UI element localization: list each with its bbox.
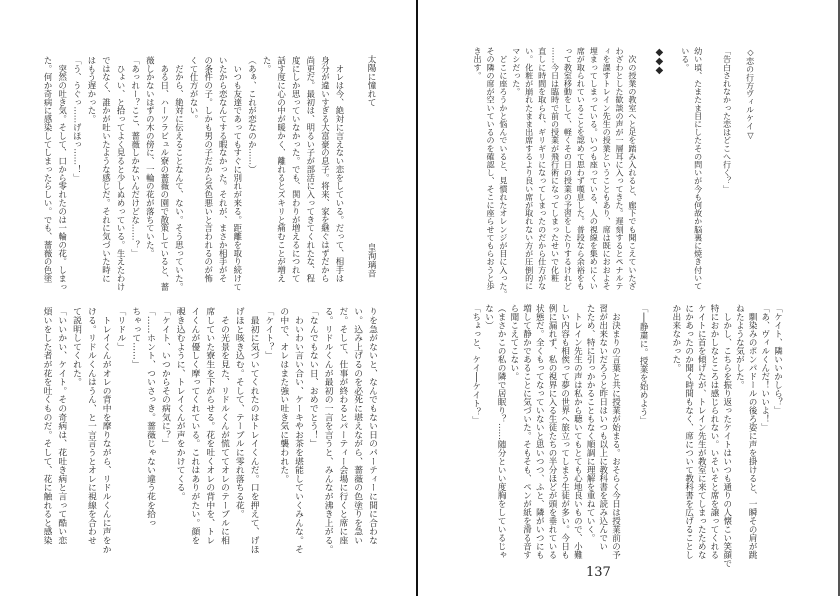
text-line: わいわい言い合い、ケーキやお茶を堪能していくみんな。そ (293, 307, 304, 554)
text-line: 「……ホント、ついさっき。薔薇じゃない違う花を拾っ (145, 307, 156, 527)
text-line: 幼い頃、たまたま目にしたその問いが今も何故か脳裏に焼き付いて (693, 47, 704, 290)
text-line: 席が取られていることを認めて思わず嘆息した。普段なら余裕をも (576, 47, 587, 290)
text-line: げほと咳き込む。そして、テーブルに零れ落ちる花。 (233, 307, 244, 519)
text-line: 状態だ。全くもってなっていないと思いつつ、ふと、隣がいつにも (534, 304, 545, 559)
text-line: しかし、こちらを振り返ったケイトはいつも通りの人懐こい笑顔で (721, 304, 732, 568)
left-page-upper-tier (41, 56, 347, 291)
text-line: 身分が違いすぎる大富豪の息子。将来、家を継ぐはずだから (320, 56, 331, 283)
text-line: 直しに時間を取られ、ギリギリになってしまったのだから仕方がな (537, 47, 548, 290)
text-line: た。何か奇病に感染してしまったらしい。でも、薔薇の色塗 (43, 56, 54, 283)
text-line: 「あっれー？ここ、薔薇しかないんだけどな……？」 (130, 56, 141, 258)
text-line: い。化粧が崩れたまま出席するより良い席が取れない方が圧倒的に (524, 47, 535, 290)
text-line: どこに座ろうかと悩んでいると、見慣れたオレンジが目に入った。 (498, 47, 509, 299)
text-line: 「ケイト、隣いいかしら？」 (772, 304, 783, 415)
right-page-upper-tier (471, 47, 756, 298)
text-line: 「ケイト、いつからその病気に？」 (159, 307, 170, 448)
story-author: 皇洵璃音 (366, 243, 376, 278)
text-line: 最初に気づいてくれたのはトレイくんだ。口を押えて、げほ (248, 307, 259, 554)
text-line: 度にしか思っていなかった。でも、関わりが増えるにつれて (291, 56, 302, 283)
text-line: 例に漏れず、私の視界に入る生徒たちの半分ほどが頭を垂れている (546, 304, 557, 559)
text-line: だ。そして、仕事が終わるとパーティー会場に行くと席に座 (337, 307, 348, 545)
text-line: ねたような気がした。 (734, 304, 745, 389)
page-number: 137 (586, 565, 611, 580)
text-line: 馴染みのポンパドールの後ろ姿に声を掛けると、一瞬その肩が跳 (747, 304, 758, 559)
story-title: 太陽に憧れて (366, 55, 376, 107)
text-line: か出来なかった。 (670, 304, 681, 372)
text-line: たため、特に引っかかることもなく順調に理解を重ねていく。 (585, 304, 596, 542)
text-line: 尚更だ。最初は、明るい子が部活に入ってきてくれたな、程 (305, 56, 316, 283)
page-gutter (416, 0, 418, 596)
text-line: 席していた寮生を下がらせる。花を吐くオレの背中を、トレ (204, 307, 215, 545)
text-line: くて仕方がない。 (189, 56, 200, 124)
epigraph: 「告白されなかった恋はどこへ行く？」 (722, 47, 733, 193)
text-line: 「──静粛に。授業を始めよう」 (638, 304, 649, 425)
text-line: 煩いをした者が花を吐くものだ。そして、花に触れると感染 (41, 307, 52, 545)
text-line: 覗き込むように、トレイくんが声をかけてくる。 (174, 307, 185, 501)
text-line: ケイトに首を傾げたが、トレイン先生が教室に来てしまったためな (696, 304, 707, 559)
text-line: 「あ、ヴィルくんだ！いいよ！」 (759, 304, 770, 432)
text-line: の中で、オレはまた強い吐き気に襲われた。 (278, 307, 289, 483)
text-line: トレイン先生の声は私から聴いてもとても心地良いもので、小難 (572, 304, 583, 559)
text-line: 「なんでもない日、おめでとう！」 (307, 307, 318, 448)
text-line: オレは今、絶対に言えない恋をしている。だって、相手は (335, 56, 345, 283)
text-line: 「いいかい、ケイト。その奇病は、花吐き病と言って酷い恋 (56, 307, 67, 545)
text-line: しい内容も相俟って夢の世界へ旅立ってしまう生徒が多い。今日も (559, 304, 570, 559)
text-line: だから、絶対に伝えることなんて、ない。そう思っていた。 (174, 56, 185, 291)
text-line: ひょい、と拾ってよく見ると少しぬめっている。生えたわけ (116, 56, 127, 291)
text-line: 埋まってしまっている。いつも座っている、人の視線を集めにくい (589, 47, 600, 290)
text-line: 特におかしなところは感じられない。いそいそと席を譲ってくれる (708, 304, 719, 559)
text-line: て説明してくれた。 (71, 307, 82, 387)
text-line: ではなく、誰かが吐いたような感じだ。それに気づいた時に (101, 56, 112, 283)
text-line: イくんが優しく摩ってくれている。これはありがたい。顔を (189, 307, 200, 545)
text-line: （まさかこの私の隣で居眠り？……随分といい度胸をしているじゃ (496, 304, 507, 559)
text-line: 突然の吐き気。そして、口から零れたのは一輪の花。しまっ (57, 56, 68, 291)
text-line: 次の授業の教室へと足を踏み入れると、廊下でも聞こえていたざ (627, 47, 638, 290)
text-line: 薇しかないはずの木の傍に、一輪の花が落ちていた。 (145, 56, 156, 258)
left-page-lower-tier (39, 307, 379, 553)
section-heading: ◇恋の行方ヴィルケイ▽ (745, 47, 756, 140)
text-line: る。リドルくんが最初の一言を言うと、みんなが沸き上がる。 (322, 307, 333, 554)
section-break-diamonds: ◆◆◆ (653, 47, 665, 74)
text-line: 「ケイト？」 (263, 307, 274, 360)
text-line: って教室移動をして、軽くその日の授業の予習をしたりするけれど (563, 47, 574, 290)
text-line: い。込み上げるのを必死に堪えながら、薔薇の色塗りを急い (352, 307, 363, 545)
text-line: 話す度に心の中が暖かく、離れるとズキリと痛むことが増え (276, 56, 287, 283)
text-line: その光景を見た、リドルくんが慌ててオレのテーブルに相 (219, 307, 230, 545)
text-line: いたから恋なんてする暇なかった。それが、まさか相手がそ (218, 56, 229, 283)
text-line: 「ちょっと、ケイ──ケイト？」 (470, 304, 481, 425)
text-line: 増して静かであることに気づいた。そもそも、ペンが紙を滑る音す (521, 304, 532, 559)
text-line: 「う、うぐっ……げほっ……！」 (72, 56, 83, 182)
text-line: （あぁ、これが恋なのか……） (247, 56, 258, 174)
text-line: その隣の席が空いているのを確認し、そこに座らせてもらおうと歩 (486, 47, 496, 290)
text-line: ある日、ハーツラビュル寮の薔薇の園で散策していると、薔 (159, 56, 170, 291)
text-line: マシだった。 (511, 47, 522, 96)
text-line: わざわとした歓談の声が一層耳に入ってきた。遅刻するとペナルテ (615, 47, 626, 290)
text-line: 「リドル」 (115, 307, 126, 351)
text-line: いる。 (680, 47, 691, 72)
text-line: にかあったのか聞く時間もなく、席について教科書を広げることし (683, 304, 694, 559)
text-line: お決まりの言葉と共に授業が始まる。おそらく今日は授業前の予 (610, 304, 621, 559)
text-line: 習が出来ないだろうと昨日はいつも以上に教科書を読み込んでい (597, 304, 608, 551)
right-page-lower-tier (469, 304, 783, 568)
text-line: き出す。 (473, 47, 484, 80)
text-line: はもう遅かった。 (86, 56, 97, 124)
text-line: いつも友達であってもすぐに別れが来る。距離を取り続けて (232, 56, 243, 291)
text-line: トレイくんがオレの背中を摩りながら、リドルくんに声をか (100, 307, 111, 554)
text-line: ら聞こえてこない。 (508, 304, 519, 381)
text-line: ィを課すトレイン先生の授業ということもあり、席は既におおよそ (602, 47, 613, 290)
text-line: ない） (483, 304, 494, 330)
text-line: ちゃって……」 (130, 307, 141, 369)
text-line: の条件の子。しかも男の子だから気色悪いと言われるのが怖 (203, 56, 214, 283)
text-line: ける。リドルくんはうん、と一言言うとオレに視線を合わせ (85, 307, 96, 545)
text-line: りを急がないと、なんでもない日のパーティーに間に合わな (367, 307, 377, 545)
text-line: ……今日は臨時で前の授業が飛行術になってしまったせいで化粧 (550, 47, 561, 282)
text-line: た。 (262, 56, 273, 73)
